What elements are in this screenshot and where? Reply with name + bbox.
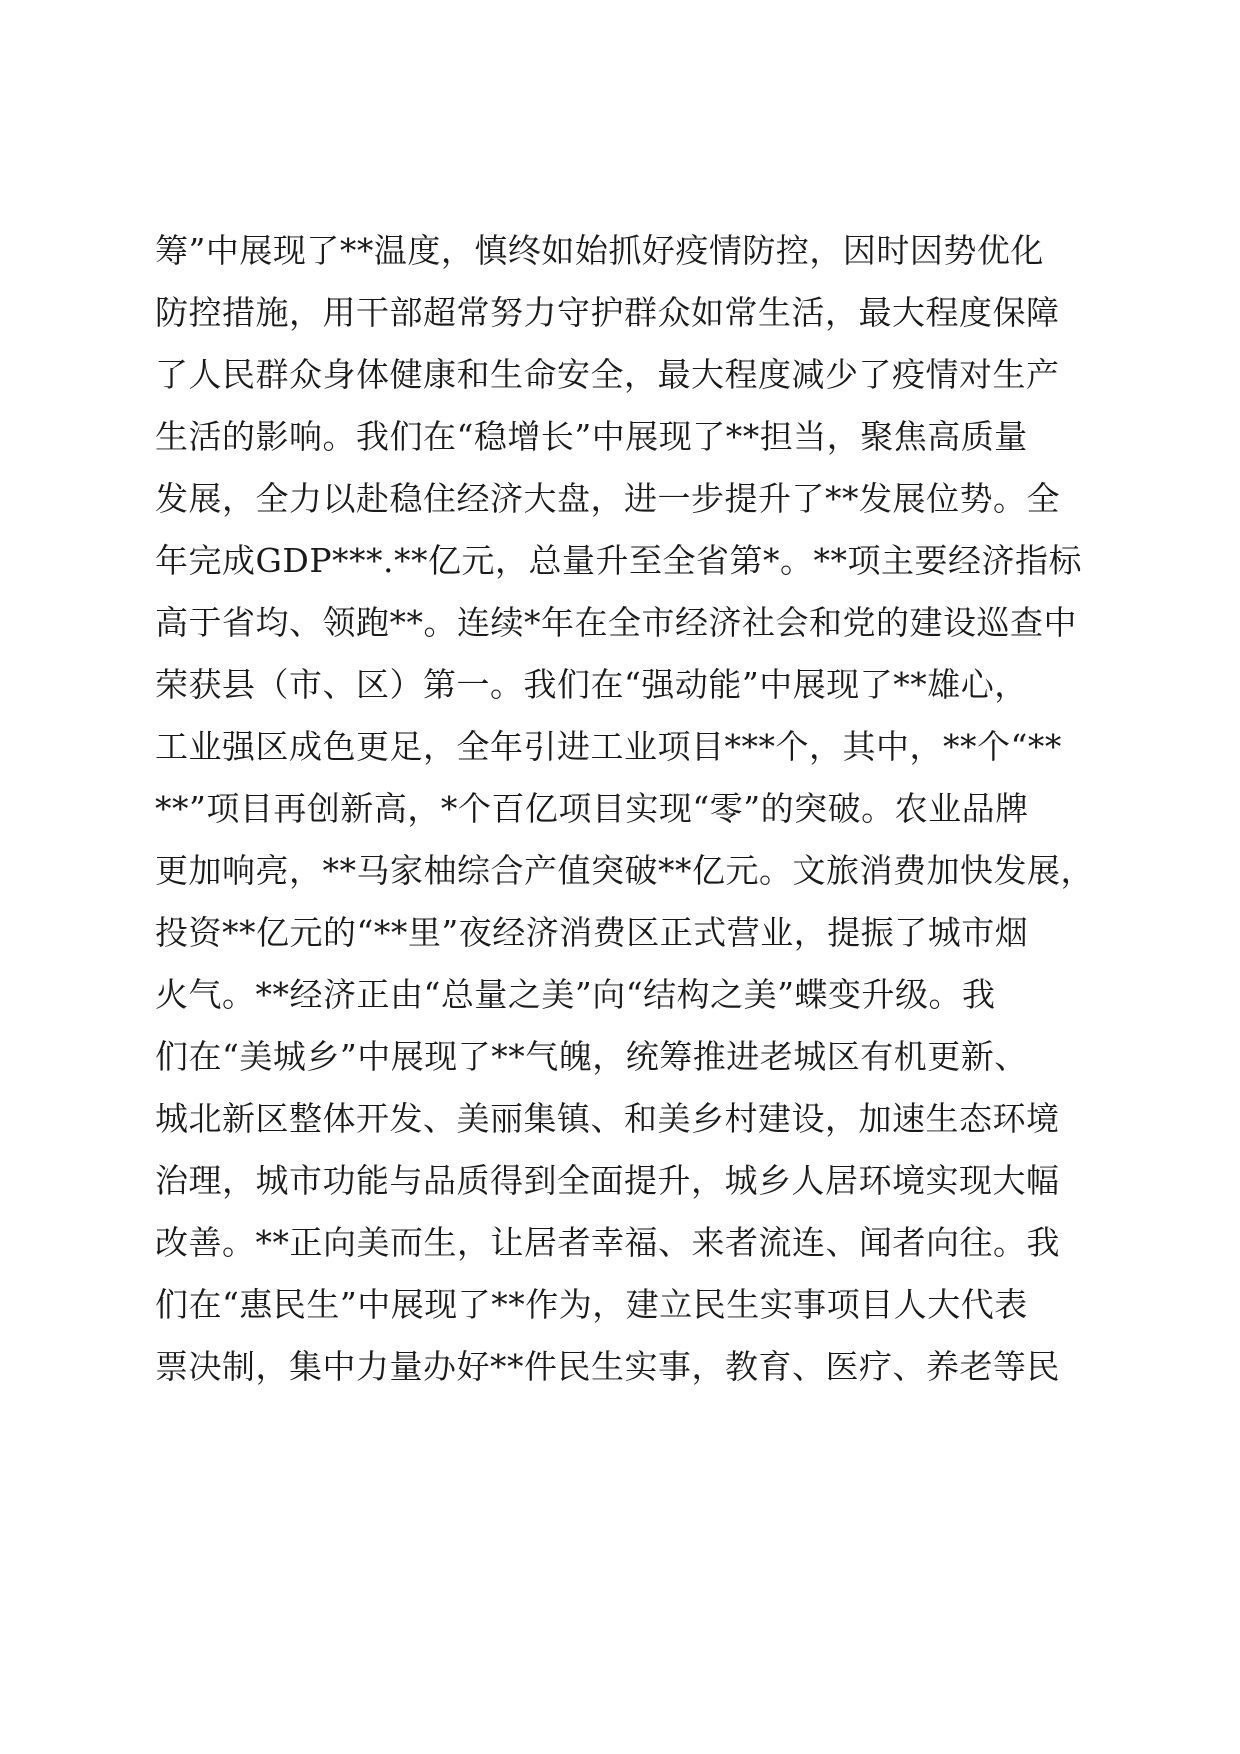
text-line: 票决制，集中力量办好**件民生实事，教育、医疗、养老等民 <box>155 1347 1060 1386</box>
text-line: 投资**亿元的“**里”夜经济消费区正式营业，提振了城市烟 <box>155 913 1029 952</box>
text-line: 们在“美城乡”中展现了**气魄，统筹推进老城区有机更新、 <box>155 1037 1028 1076</box>
text-line: 发展，全力以赴稳住经济大盘，进一步提升了**发展位势。全 <box>155 479 1060 518</box>
text-line: 生活的影响。我们在“稳增长”中展现了**担当，聚焦高质量 <box>155 417 1028 456</box>
text-line: 工业强区成色更足，全年引进工业项目***个，其中，**个“** <box>155 727 1062 766</box>
text-line: 了人民群众身体健康和生命安全，最大程度减少了疫情对生产 <box>155 355 1060 394</box>
text-line: 高于省均、领跑**。连续*年在全市经济社会和党的建设巡查中 <box>155 603 1077 642</box>
text-line: **”项目再创新高，*个百亿项目实现“零”的突破。农业品牌 <box>155 789 1029 828</box>
text-line: 火气。**经济正由“总量之美”向“结构之美”蝶变升级。我 <box>155 975 996 1014</box>
text-line: 城北新区整体开发、美丽集镇、和美乡村建设，加速生态环境 <box>155 1099 1060 1138</box>
text-line: 荣获县（市、区）第一。我们在“强动能”中展现了**雄心， <box>155 665 1028 704</box>
text-line: 筹”中展现了**温度，慎终如始抓好疫情防控，因时因势优化 <box>155 231 1044 270</box>
text-line: 改善。**正向美而生，让居者幸福、来者流连、闻者向往。我 <box>155 1223 1060 1262</box>
text-line: 治理，城市功能与品质得到全面提升，城乡人居环境实现大幅 <box>155 1161 1060 1200</box>
text-line: 年完成GDP***.**亿元，总量升至全省第*。**项主要经济指标 <box>155 541 1083 580</box>
text-line: 防控措施，用干部超常努力守护群众如常生活，最大程度保障 <box>155 293 1060 332</box>
text-line: 们在“惠民生”中展现了**作为，建立民生实事项目人大代表 <box>155 1285 1028 1324</box>
body-paragraph <box>155 220 1095 1398</box>
text-line: 更加响亮，**马家柚综合产值突破**亿元。文旅消费加快发展， <box>155 851 1094 890</box>
